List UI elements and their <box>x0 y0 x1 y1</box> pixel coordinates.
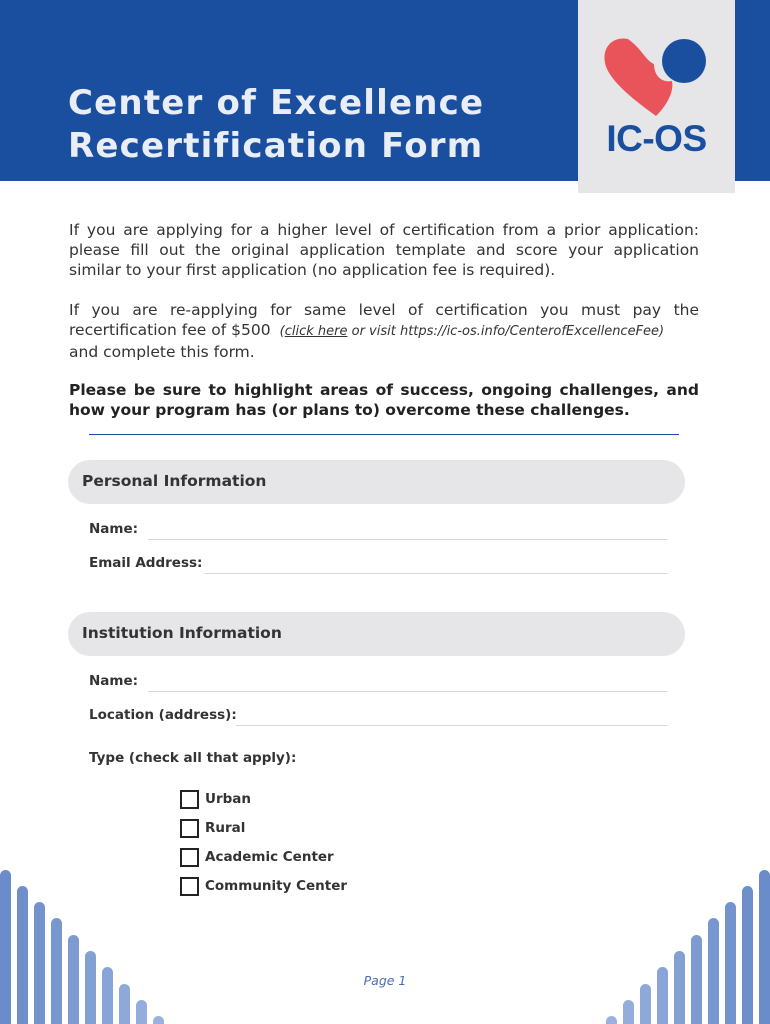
page-title <box>68 82 484 168</box>
institution-name-label: Name: <box>89 673 139 689</box>
personal-name-label: Name: <box>89 521 139 537</box>
left-bars <box>0 870 164 1024</box>
divider <box>89 434 679 435</box>
type-option-academic-center[interactable] <box>180 847 334 867</box>
fee-text: If you are re-applying for same level of certification you must pay the recertification fee of $500 <box>69 301 699 339</box>
fee-link[interactable]: click here <box>284 324 348 339</box>
intro-paragraph-3: Please be sure to highlight areas of success, ongoing challenges, and how your program has (or plans to) overcome these challenges. <box>69 381 699 419</box>
personal-info-header <box>68 460 685 504</box>
email-label: Email Address: <box>89 555 203 571</box>
title-line-1: Center of Excellence <box>68 83 485 123</box>
checkbox[interactable] <box>180 819 199 838</box>
fee-visit-text: or visit https://ic-os.info/CenterofExcellenceFee) <box>347 324 665 339</box>
email-field[interactable] <box>205 573 667 574</box>
right-bars <box>606 870 770 1024</box>
page-number: Page 1 <box>363 973 407 988</box>
title-line-2: Recertification Form <box>68 126 484 166</box>
personal-info-heading: Personal Information <box>82 472 267 490</box>
intro-paragraph-1: If you are applying for a higher level of certification from a prior application: please fill out the original application template and score your application similar to your first application (no application fee is required). <box>69 221 699 279</box>
fee-text-end: and complete this form. <box>69 343 255 361</box>
logo-text: IC-OS <box>606 118 707 159</box>
checkbox[interactable] <box>180 877 199 896</box>
institution-info-header <box>68 612 685 656</box>
type-option-label: Rural <box>205 820 246 836</box>
type-option-rural[interactable] <box>180 818 245 838</box>
type-option-label: Community Center <box>205 878 348 894</box>
fee-note: (click here or visit https://ic-os.info/CenterofExcellenceFee) <box>275 324 665 339</box>
personal-name-field[interactable] <box>148 539 667 540</box>
institution-info-heading: Institution Information <box>82 624 282 642</box>
location-field[interactable] <box>236 725 667 726</box>
type-option-label: Urban <box>205 791 252 807</box>
type-option-urban[interactable] <box>180 789 251 809</box>
logo <box>578 0 735 193</box>
type-option-label: Academic Center <box>205 849 334 865</box>
type-option-community-center[interactable] <box>180 876 347 896</box>
type-label: Type (check all that apply): <box>89 750 297 766</box>
heart-logo-icon <box>598 34 718 120</box>
intro-paragraph-2 <box>69 300 699 362</box>
checkbox[interactable] <box>180 848 199 867</box>
checkbox[interactable] <box>180 790 199 809</box>
location-label: Location (address): <box>89 707 237 723</box>
institution-name-field[interactable] <box>148 691 667 692</box>
